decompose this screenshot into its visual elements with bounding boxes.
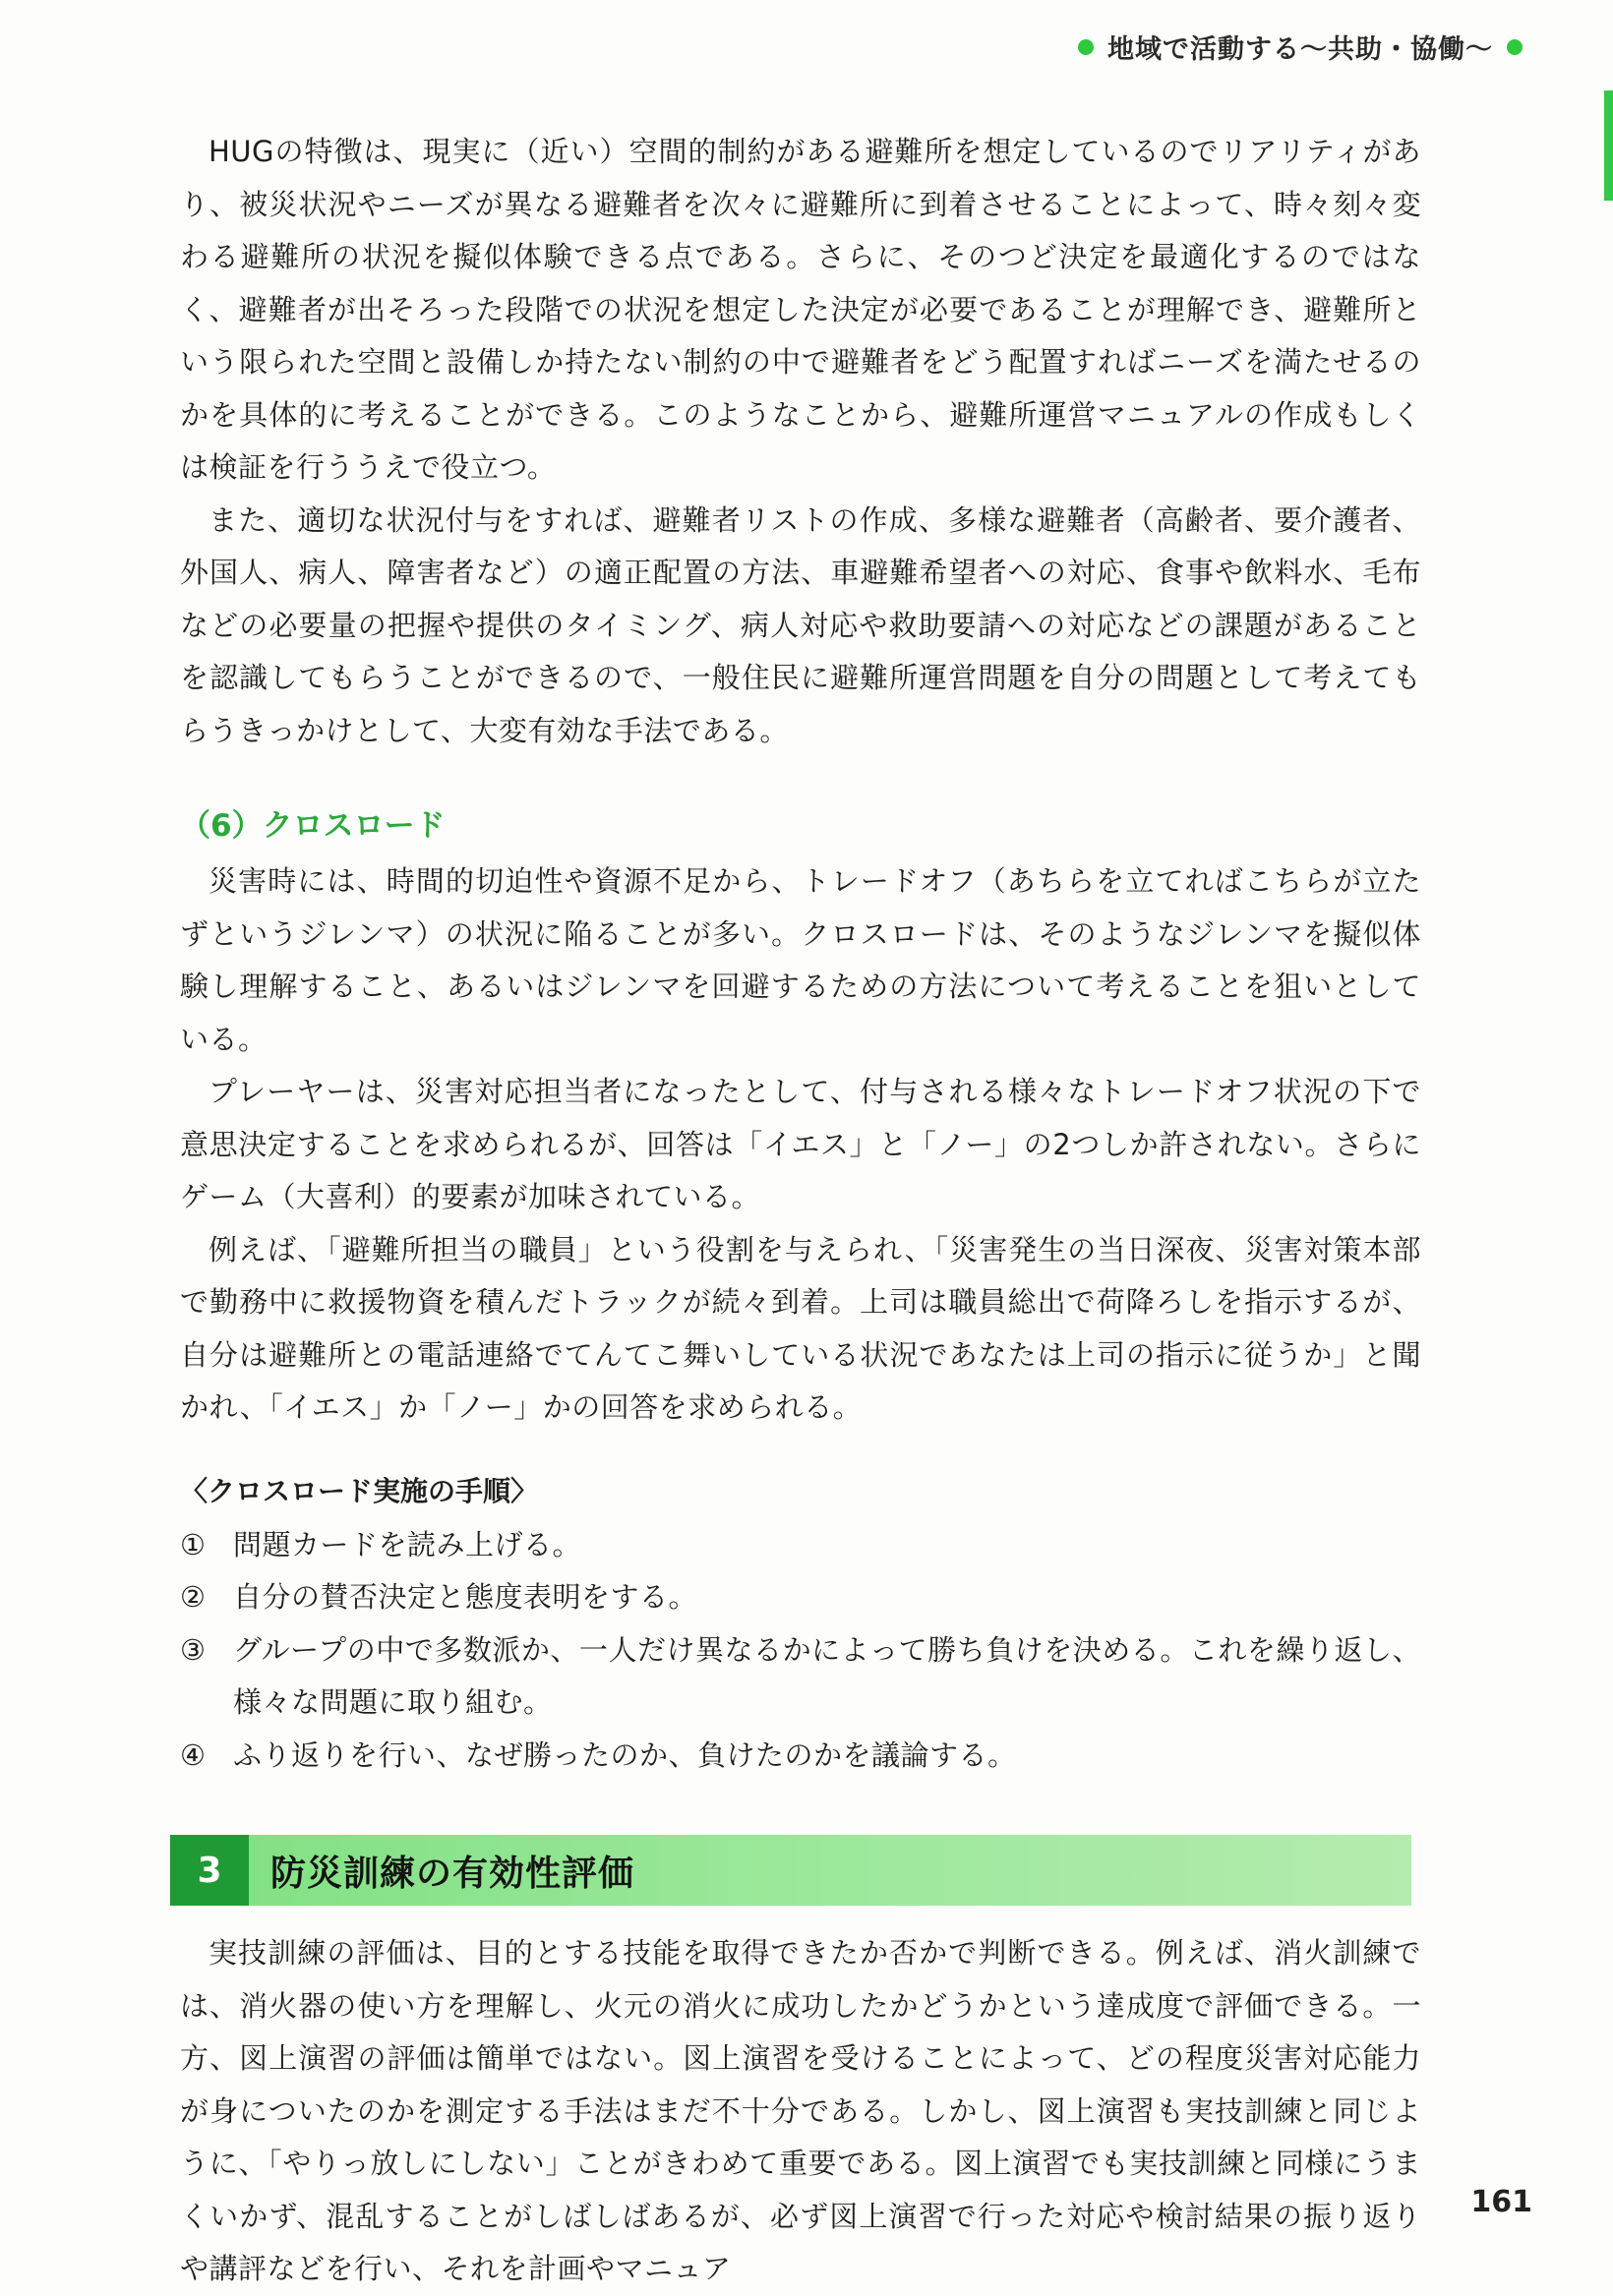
step-number: ③ bbox=[180, 1632, 207, 1667]
procedure-step bbox=[180, 1571, 1421, 1624]
side-index-tab bbox=[1604, 90, 1613, 201]
procedure-step bbox=[180, 1624, 1421, 1730]
section-title: 防災訓練の有効性評価 bbox=[270, 1853, 635, 1894]
step-text: 自分の賛否決定と態度表明をする。 bbox=[233, 1580, 698, 1614]
step-number: ① bbox=[180, 1527, 207, 1561]
procedure-step bbox=[180, 1519, 1421, 1572]
page-number: 161 bbox=[1470, 2185, 1532, 2219]
crossroad-heading: （6）クロスロード bbox=[180, 808, 446, 844]
running-header bbox=[1078, 28, 1523, 66]
procedure-steps bbox=[180, 1519, 1421, 1783]
step-number: ② bbox=[180, 1580, 207, 1614]
crossroad-paragraph-1: 災害時には、時間的切迫性や資源不足から、トレードオフ（あちらを立てればこちらが立たずというジレンマ）の状況に陥ることが多い。クロスロードは、そのようなジレンマを擬似体験し理解すること、あるいはジレンマを回避するための方法について考えることを狙いとしている。 bbox=[180, 864, 1421, 1056]
procedure-heading: 〈クロスロード実施の手順〉 bbox=[180, 1474, 539, 1507]
hug-paragraph-1: HUGの特徴は、現実に（近い）空間的制約がある避難所を想定しているのでリアリティがあり、被災状況やニーズが異なる避難者を次々に避難所に到着させることによって、時々刻々変わる避難所の状況を擬似体験できる点である。さらに、そのつど決定を最適化するのではなく、避難者が出そろった段階での状況を想定した決定が必要であることが理解でき、避難所という限られた空間と設備しか持たない制約の中で避難者をどう配置すればニーズを満たせるのかを具体的に考えることができる。このようなことから、避難所運営マニュアルの作成もしくは検証を行ううえで役立つ。 bbox=[180, 135, 1421, 484]
section-banner bbox=[170, 1835, 1411, 1906]
procedure-step bbox=[180, 1730, 1421, 1783]
evaluation-paragraph: 実技訓練の評価は、目的とする技能を取得できたか否かで判断できる。例えば、消火訓練では、消火器の使い方を理解し、火元の消火に成功したかどうかという達成度で評価できる。一方、図上演習の評価は簡単ではない。図上演習を受けることによって、どの程度災害対応能力が身についたのかを測定する手法はまだ不十分である。しかし、図上演習も実技訓練と同じように、「やりっ放しにしない」ことがきわめて重要である。図上演習でも実技訓練と同様にうまくいかず、混乱することがしばしばあるが、必ず図上演習で行った対応や検討結果の振り返りや講評などを行い、それを計画やマニュア bbox=[180, 1936, 1421, 2285]
page-content bbox=[180, 126, 1421, 2296]
section-number: 3 bbox=[170, 1835, 249, 1906]
step-text: ふり返りを行い、なぜ勝ったのか、負けたのかを議論する。 bbox=[233, 1737, 1017, 1772]
crossroad-paragraph-3: 例えば、「避難所担当の職員」という役割を与えられ、「災害発生の当日深夜、災害対策本部で勤務中に救援物資を積んだトラックが続々到着。上司は職員総出で荷降ろしを指示するが、自分は避難所との電話連絡でてんてこ舞いしている状況であなたは上司の指示に従うか」と聞かれ、「イエス」か「ノー」かの回答を求められる。 bbox=[180, 1232, 1421, 1424]
step-number: ④ bbox=[180, 1737, 207, 1772]
running-title: 地域で活動する〜共助・協働〜 bbox=[1107, 34, 1493, 65]
hug-paragraph-2: また、適切な状況付与をすれば、避難者リストの作成、多様な避難者（高齢者、要介護者、外国人、病人、障害者など）の適正配置の方法、車避難希望者への対応、食事や飲料水、毛布などの必要量の把握や提供のタイミング、病人対応や救助要請への対応などの課題があることを認識してもらうことができるので、一般住民に避難所運営問題を自分の問題として考えてもらうきっかけとして、大変有効な手法である。 bbox=[180, 502, 1421, 747]
green-dot-icon bbox=[1078, 39, 1094, 55]
green-dot-icon bbox=[1507, 39, 1523, 55]
step-text: 問題カードを読み上げる。 bbox=[233, 1527, 582, 1561]
crossroad-paragraph-2: プレーヤーは、災害対応担当者になったとして、付与される様々なトレードオフ状況の下で意思決定することを求められるが、回答は「イエス」と「ノー」の2つしか許されない。さらにゲーム（大喜利）的要素が加味されている。 bbox=[180, 1075, 1421, 1213]
step-text: グループの中で多数派か、一人だけ異なるかによって勝ち負けを決める。これを繰り返し、様々な問題に取り組む。 bbox=[233, 1632, 1421, 1719]
